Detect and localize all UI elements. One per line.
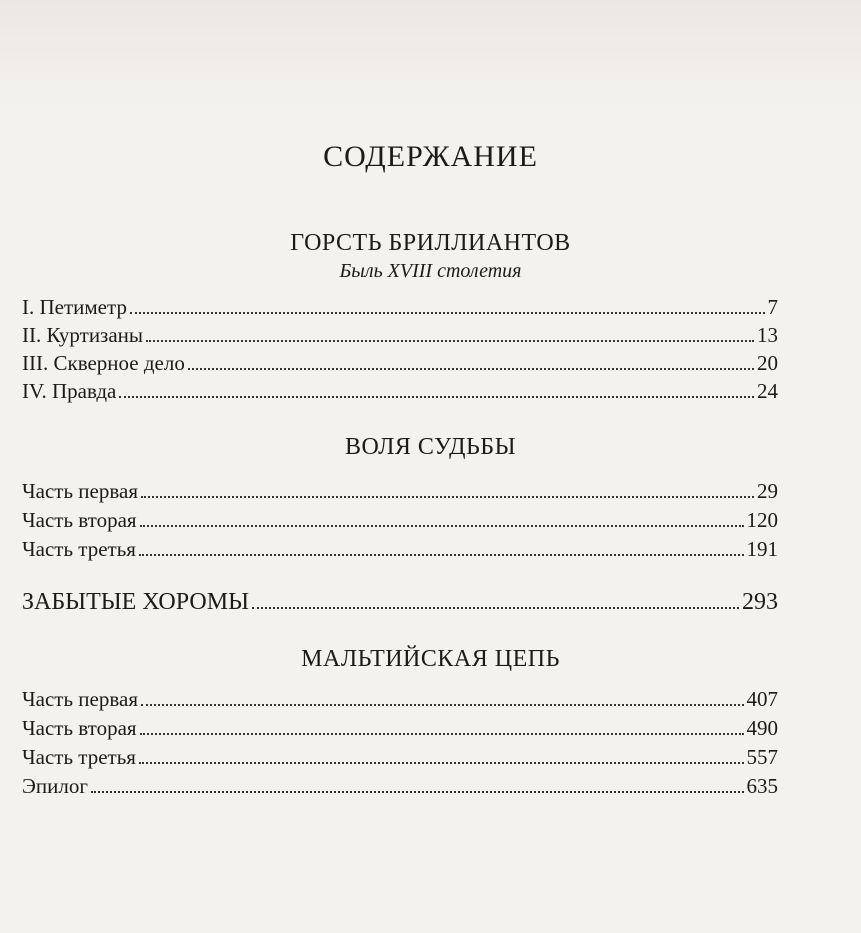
section-title-gorst: ГОРСТЬ БРИЛЛИАНТОВ — [290, 230, 571, 256]
dot-leader — [140, 733, 744, 735]
dot-leader — [141, 496, 754, 498]
dot-leader — [91, 791, 744, 793]
section-subtitle-gorst: Быль XVIII столетия — [339, 260, 522, 282]
toc-entry-section — [22, 587, 778, 615]
toc-entry-page: 635 — [746, 774, 778, 798]
toc-entry-label: Часть вторая — [22, 716, 137, 740]
toc-entry-page: 293 — [742, 589, 778, 615]
dot-leader — [141, 704, 744, 706]
dot-leader — [146, 340, 754, 342]
toc-entry — [22, 348, 778, 376]
toc-entry — [22, 320, 778, 348]
toc-entry-page: 191 — [746, 537, 778, 561]
toc-entry-page: 24 — [757, 379, 778, 403]
toc-entry-page: 20 — [757, 351, 778, 375]
page-title: СОДЕРЖАНИЕ — [323, 140, 538, 173]
toc-entry-page: 29 — [757, 479, 778, 503]
dot-leader — [252, 607, 739, 609]
toc-entry-page: 13 — [757, 323, 778, 347]
toc-entry-page: 490 — [746, 716, 778, 740]
toc-entry-label: Эпилог — [22, 774, 88, 798]
toc-entry — [22, 742, 778, 770]
toc-entry-page: 407 — [746, 687, 778, 711]
dot-leader — [130, 312, 765, 314]
toc-entry — [22, 713, 778, 741]
toc-entry — [22, 534, 778, 562]
toc-entry-label: Часть третья — [22, 745, 136, 769]
toc-entry — [22, 684, 778, 712]
dot-leader — [140, 525, 744, 527]
toc-entry-label: Часть первая — [22, 687, 138, 711]
toc-entry-label: ЗАБЫТЫЕ ХОРОМЫ — [22, 589, 250, 615]
toc-entry — [22, 771, 778, 799]
toc-entry — [22, 292, 778, 320]
show-through-area — [0, 0, 861, 110]
toc-entry-label: I. Петиметр — [22, 295, 127, 319]
toc-entry-label: III. Скверное дело — [22, 351, 185, 375]
toc-entry — [22, 376, 778, 404]
dot-leader — [119, 396, 754, 398]
toc-entry-label: Часть вторая — [22, 508, 137, 532]
dot-leader — [188, 368, 754, 370]
toc-entry — [22, 505, 778, 533]
toc-entry-label: Часть третья — [22, 537, 136, 561]
section-title-maltiyskaya: МАЛЬТИЙСКАЯ ЦЕПЬ — [301, 646, 560, 672]
dot-leader — [139, 762, 744, 764]
toc-entry-page: 557 — [746, 745, 778, 769]
toc-entry-label: IV. Правда — [22, 379, 117, 403]
toc-entry-label: II. Куртизаны — [22, 323, 144, 347]
toc-entry-label: Часть первая — [22, 479, 138, 503]
toc-entry — [22, 476, 778, 504]
toc-entry-page: 7 — [767, 295, 778, 319]
dot-leader — [139, 554, 744, 556]
section-title-volya: ВОЛЯ СУДЬБЫ — [344, 434, 517, 460]
toc-entry-page: 120 — [746, 508, 778, 532]
